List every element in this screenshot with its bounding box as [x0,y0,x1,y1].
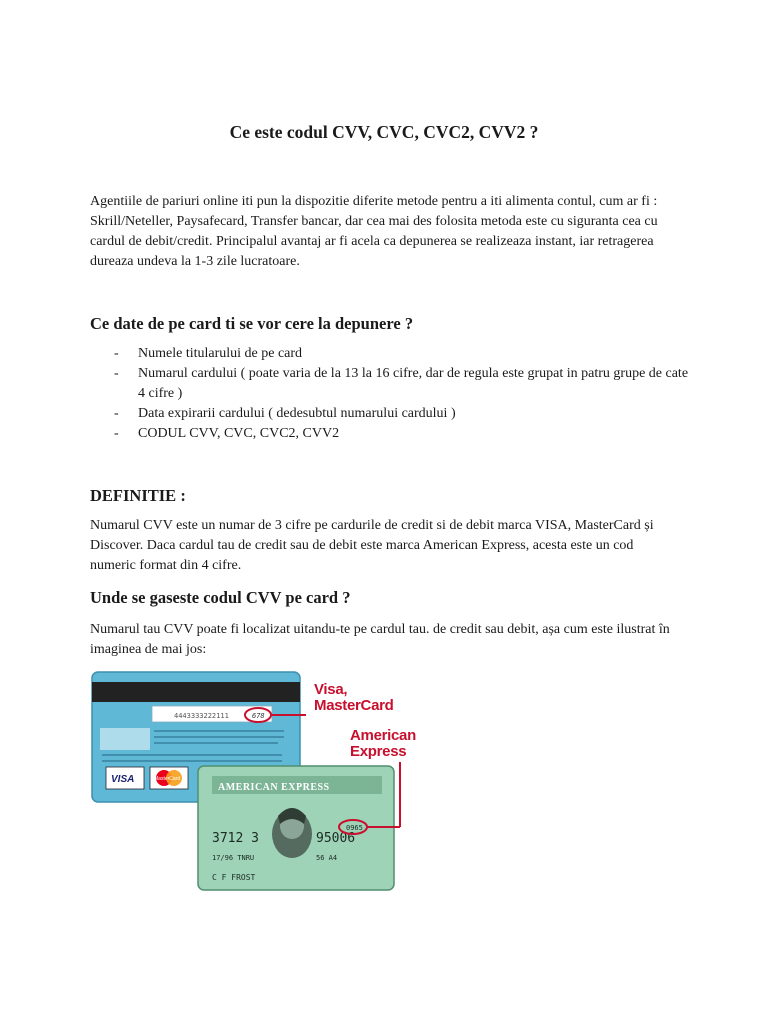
amex-cardholder: C F FROST [212,873,256,882]
list-item [90,364,690,404]
definition-heading: DEFINITIE : [90,486,186,505]
dash-bullet: - [114,366,119,381]
page-title: Ce este codul CVV, CVC, CVC2, CVV2 ? [229,122,539,142]
definition-paragraph: Numarul CVV este un numar de 3 cifre pe cardurile de credit si de debit marca VISA, MasterCard și Discover. Daca cardul tau de credit sau de debit este marca American Express, acesta este un cod numeric format din 4 cifre. [90,518,654,573]
list-item-text: Data expirarii cardului ( dedesubtul numarului cardului ) [138,406,456,421]
dash-bullet: - [114,406,119,421]
list-item [90,344,690,364]
list-item-text: Numele titularului de pe card [138,346,303,361]
mastercard-logo-text: MasterCard [154,776,181,782]
label-amex-line1: American [350,727,416,744]
dash-bullet: - [114,426,119,441]
amex-member-since: 17/96 TNRU [212,854,255,862]
card-data-list [90,344,690,444]
mastercard-logo [150,767,188,789]
amex-card-front [198,766,394,890]
list-item-text: Numarul cardului ( poate varia de la 13 la 16 cifre, dar de regula este grupat in patru grupe de cate 4 cifre ) [138,366,689,401]
dash-bullet: - [114,346,119,361]
intro-paragraph: Agentiile de pariuri online iti pun la dispozitie diferite metode pentru a iti alimenta contul, cum ar fi : Skrill/Neteller, Paysafecard, Transfer bancar, dar cea mai des folosita metoda este cu siguranta cea cu cardul de debit/credit. Principalul avantaj ar fi acela ca depunerea se realizeaza instant, iar retragerea dureaza undeva la 1-3 zile lucratoare. [90,194,658,269]
list-item-text: CODUL CVV, CVC, CVC2, CVV2 [138,426,340,441]
section-heading-cvv-location: Unde se gaseste codul CVV pe card ? [90,588,351,607]
cvv-location-illustration [88,666,428,898]
amex-brand-text: AMERICAN EXPRESS [218,782,330,793]
cvv-location-paragraph: Numarul tau CVV poate fi localizat uitandu-te pe cardul tau. de credit sau debit, așa cum este ilustrat în imaginea de mai jos: [90,622,670,657]
amex-number-left: 3712 3 [212,831,259,846]
label-amex-line2: Express [350,743,407,760]
visa-mastercard-label [314,682,394,714]
label-visa-line1: Visa, [314,681,348,698]
visa-card-number: 4443333222111 [174,712,229,720]
list-item [90,404,690,424]
visa-logo-text: VISA [111,774,135,785]
amex-label [350,728,416,760]
label-visa-line2: MasterCard [314,697,394,714]
amex-expiry: 56 A4 [316,854,338,862]
amex-number-right: 95006 [316,831,356,846]
visa-cvv: 678 [252,712,265,720]
section-heading-card-data: Ce date de pe card ti se vor cere la depunere ? [90,314,414,333]
amex-cvv: 0965 [346,824,363,832]
list-item [90,424,690,444]
